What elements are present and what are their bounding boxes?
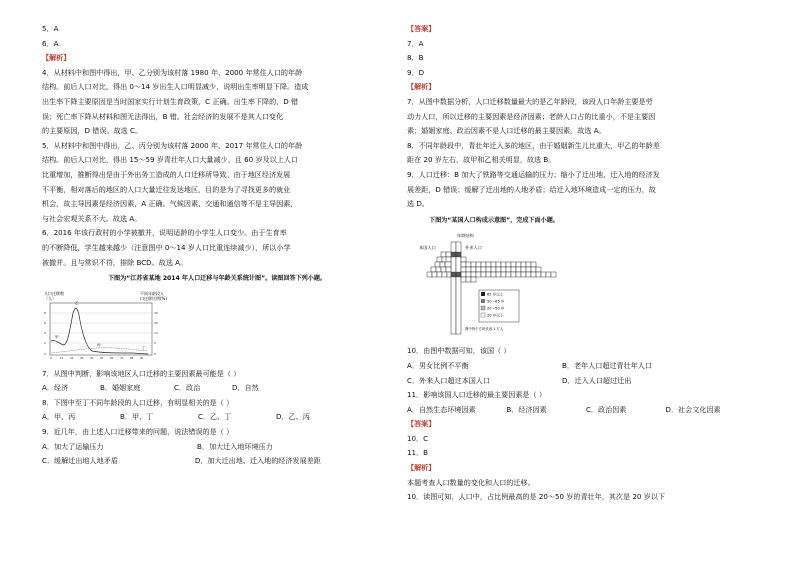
text-line: 5．A — [42, 24, 59, 33]
q9-option-c[interactable]: C．缓解迁出地人地矛盾 — [42, 456, 118, 466]
q9-option-d[interactable]: D．加大迁出地、迁入地的经济发展差距 — [194, 456, 321, 466]
q8-options — [42, 410, 392, 425]
text-line: 本题考查人口数量的变化和人口的迁移。 — [407, 477, 535, 487]
q11-options — [407, 403, 755, 418]
label-foreign-population: 外来人口 — [465, 245, 482, 251]
text-line: 6．A — [42, 38, 59, 48]
q7-option-b[interactable]: B．婚姻家庭 — [100, 383, 141, 393]
q10-option-a[interactable]: A．男女比例不平衡 — [407, 360, 469, 370]
q10-option-b[interactable]: B．老年人口超过青壮年人口 — [562, 360, 652, 370]
svg-text:80: 80 — [130, 356, 134, 360]
q7-option-d[interactable]: D．自然 — [232, 383, 259, 393]
text-line: 选 D。 — [407, 199, 429, 209]
right-axis-ticks — [154, 311, 158, 356]
text-line: 8．B — [407, 53, 424, 63]
left-column — [42, 22, 392, 469]
text-line: 比重增加，推断得出是由于外出务工造成的人口迁移所导致。由于地区经济发展 — [42, 169, 291, 179]
q9-option-a[interactable]: A．加大了运输压力 — [42, 441, 104, 451]
text-line: 出生率下降主要原因是当时国家实行计划生育政策，C 正确。出生率下降的，D 错 — [42, 96, 299, 106]
right-answer-explanation — [407, 22, 755, 212]
chart-gridlines — [50, 313, 152, 343]
text-line: 误；死亡率下降从材料和图无法得出，B 错。社会经济的发展不是其人口变化 — [42, 111, 284, 121]
question-8: 8．下图中至丁不同年龄段的人口迁移，有明显相关的是（ ） — [42, 397, 234, 407]
svg-text:20: 20 — [70, 356, 74, 360]
q7-option-a[interactable]: A．经济 — [42, 383, 69, 393]
question-10 — [407, 344, 755, 359]
text-line: 【解析】 — [407, 463, 436, 473]
text-line: 【答案】 — [407, 419, 436, 429]
text-line: 5．从材料中和图中得出，乙、丙分别为该村落 2000 年、2017 年常住人口的年龄 — [42, 140, 303, 150]
left-axis-title-1: 人口迁移数 — [44, 290, 64, 296]
curve-label-bing: 丙 — [97, 342, 101, 347]
svg-text:30: 30 — [154, 310, 158, 315]
figure-note: 图中每个方块代表 1 万人 — [465, 327, 504, 332]
svg-text:10: 10 — [60, 356, 64, 360]
q10-options-row2 — [407, 374, 755, 389]
svg-text:5: 5 — [154, 340, 156, 345]
text-line: 8．不同年龄段中，青壮年迁入多的地区，由于婚姻新生儿比重大，甲乙的年龄差 — [407, 140, 660, 150]
q8-option-b[interactable]: B．甲、丁 — [120, 412, 154, 422]
text-line: 11．B — [407, 448, 428, 458]
x-axis-ticks — [50, 356, 144, 360]
left-answer-explanation — [42, 22, 392, 270]
q8-option-a[interactable]: A．甲、丙 — [42, 412, 76, 422]
svg-text:60: 60 — [110, 356, 114, 360]
text-line: 距在 20 岁左右，故甲和乙相关明显，故选 B。 — [407, 155, 556, 165]
migration-count-curve — [51, 308, 148, 354]
population-composition-figure — [407, 230, 755, 342]
svg-text:20: 20 — [154, 320, 158, 325]
svg-text:0: 0 — [44, 351, 46, 356]
text-line: 10．读图可知，人口中，占比例最高的是 20～50 岁的青壮年，其次是 20 岁以下 — [407, 492, 665, 502]
svg-text:10: 10 — [154, 330, 158, 335]
text-line: 10．由图中数据可知，该国（ ） — [407, 346, 511, 356]
legend-under-20: 20 岁以下 — [487, 313, 504, 318]
text-line: 9．人口迁移：B 加大了铁路等交通运输的压力；缩小了迁出地、迁入地的经济发 — [407, 169, 660, 179]
text-line: 结构。前后人口对比，得出 15～59 岁青壮年人口大量减少，且 60 岁及以上人口 — [42, 155, 299, 165]
text-line: 与社会宏观关系不大。故选 A。 — [42, 213, 142, 223]
text-line: 4．从材料中和图中得出，甲、乙分别为该村落 1980 年、2000 年常住人口的年龄 — [42, 67, 303, 77]
q11-option-a[interactable]: A．自然生态环境因素 — [407, 404, 476, 414]
right-answer-10-11 — [407, 417, 755, 505]
fig2-title: 年龄结构 — [457, 233, 474, 239]
curve-label-ding: 丁 — [142, 345, 146, 350]
text-line: 7．从图中数据分析，人口迁移数量最大的是乙年龄段，该段人口年龄主要是劳 — [407, 96, 653, 106]
svg-text:50: 50 — [100, 356, 104, 360]
population-figure-svg — [407, 230, 597, 342]
text-line: 6．2016 年该行政村的小学被撤并，说明适龄的小学生人口变少。由于生育率 — [42, 228, 287, 238]
label-native-population: 本国人口 — [419, 245, 436, 251]
text-line: 不平衡，相对落后的地区的人口大量迁往发达地区，目的是为了寻找更多的就业 — [42, 184, 291, 194]
text-line: 被撤并。且与常识不符，排除 BCD。故选 A。 — [42, 257, 188, 267]
left-axis-ticks — [44, 311, 46, 356]
q7-option-c[interactable]: C．政治 — [174, 383, 201, 393]
figure-caption-population: 下图为“某国人口构成示意图”，完成下面小题。 — [429, 216, 559, 224]
right-column — [407, 22, 755, 505]
text-line: 展差距，D 错误；缓解了迁出地的人地矛盾；给迁入地环境造成一定的压力，故 — [407, 184, 656, 194]
migration-chart-svg — [42, 289, 172, 363]
svg-text:8: 8 — [44, 310, 46, 315]
q8-option-d[interactable]: D．乙、丙 — [276, 412, 310, 422]
right-axis-title-1: 不同年龄段人 — [140, 290, 164, 296]
text-line: 机会，故主导因素是经济因素，A 正确。气候因素、交通和通信等不是主导因素， — [42, 199, 298, 209]
svg-text:2: 2 — [44, 340, 46, 345]
q9-options-row1 — [42, 440, 392, 455]
curve-label-yi: 乙 — [75, 300, 79, 305]
question-11: 11．影响该国人口迁移的最主要因素是（ ） — [407, 390, 546, 400]
svg-text:0: 0 — [50, 356, 52, 360]
q11-option-b[interactable]: B．经济因素 — [506, 404, 547, 414]
text-line: 7．A — [407, 38, 424, 48]
svg-text:70: 70 — [120, 356, 124, 360]
q10-options-row1 — [407, 359, 755, 374]
figure-caption-migration: 下图为“江苏省某地 2014 年人口迁移与年龄关系统计图”。读图回答下列小题。 — [107, 275, 327, 283]
question-7 — [42, 367, 392, 382]
left-axis-title-2: （人） — [44, 295, 56, 301]
right-axis-title-2: 口迁移比例(%) — [140, 295, 167, 301]
q8-option-c[interactable]: C．乙、丁 — [198, 412, 232, 422]
q9-options-row2 — [42, 454, 392, 469]
text-line: 【解析】 — [407, 82, 436, 92]
q11-option-d[interactable]: D．社会文化因素 — [665, 404, 721, 414]
q10-option-c[interactable]: C．外来人口超过本国人口 — [407, 375, 490, 385]
question-9: 9．近几年，由上述人口迁移带来的问题，说法错误的是（ ） — [42, 427, 234, 437]
q10-option-d[interactable]: D．迁入人口超过迁出 — [562, 375, 632, 385]
text-line: 【答案】 — [407, 24, 436, 33]
legend-65-plus: 65 岁以上 — [487, 292, 504, 297]
text-line: 的主要原因，D 错误。故选 C。 — [42, 126, 143, 136]
svg-text:90: 90 — [140, 356, 144, 360]
text-line: 结构。前后人口对比，得出 0～14 岁出生人口明显减少，说明出生率明显下降。造成 — [42, 82, 309, 92]
svg-text:0: 0 — [154, 351, 156, 356]
svg-text:4: 4 — [44, 330, 46, 335]
text-line: 10．C — [407, 433, 429, 443]
legend-20-50: 20～50 岁 — [487, 306, 505, 311]
text-line: 【解析】 — [42, 53, 71, 63]
legend-50-65: 50～65 岁 — [487, 299, 505, 304]
svg-text:40: 40 — [90, 356, 94, 360]
migration-age-chart — [42, 289, 392, 363]
curve-label-jia: 甲 — [55, 334, 59, 339]
q11-option-c[interactable]: C．政治因素 — [585, 404, 627, 414]
text-line: 动力人口，所以迁移的主要因素是经济因素；老龄人口占的比重小，不是主要因 — [407, 111, 656, 121]
q9-option-b[interactable]: B．加大迁入地环境压力 — [197, 441, 273, 451]
text-line: 的不断降低，学生越来越少（注意图中 0～14 岁人口比重连续减少），所以小学 — [42, 242, 291, 252]
q7-options — [42, 381, 392, 396]
text-line: 9．D — [407, 67, 425, 77]
text-line: 7．从图中判断，影响该地区人口迁移的主要因素最可能是（ ） — [42, 368, 241, 378]
chart-frame — [50, 303, 152, 355]
text-line: 素；婚姻家庭、政治因素不是人口迁移的最主要因素。故选 A。 — [407, 126, 606, 136]
svg-text:6: 6 — [44, 320, 46, 325]
svg-text:30: 30 — [80, 356, 84, 360]
